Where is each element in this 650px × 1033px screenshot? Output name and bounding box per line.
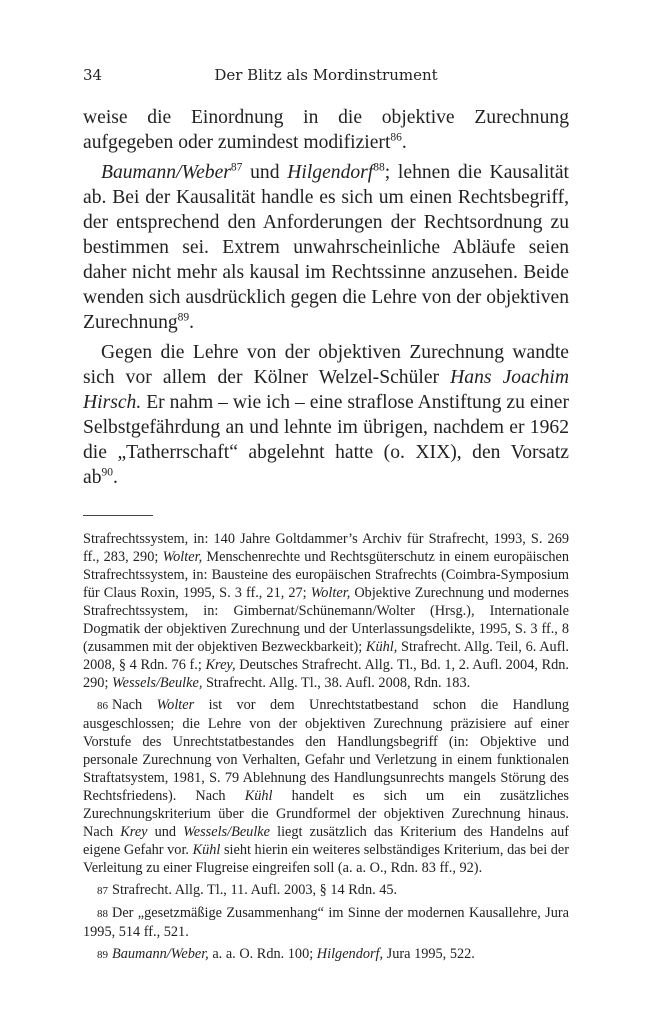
footnotes (83, 530, 569, 964)
footnote-86: 86 Nach Wolter ist vor dem Unrechtstatbestand schon die Handlung ausgeschlossen; die Lehre von der objektiven Zurechnung präzisiere auf einer Vorstufe des Unrechtstatbestandes den Handlungsbegriff (in: Objektive und personale Zurechnung von Verhalten, Gefahr und Verletzung in einem funktionalen Straftatsystem, 1981, S. 79 Ablehnung des Handlungsunrechts mangels Störung des Rechtsfriedens). Nach Kühl handelt es sich um ein zusätzliches Zurechnungskriterium über die Grundformel der objektiven Zurechnung hinaus. Nach Krey und Wessels/Beulke liegt zusätzlich das Kriterium des Handelns auf eigene Gefahr vor. Kühl sieht hierin ein weiteres selbständiges Kriterium, das bei der Verleitung zu einer Flugreise eingreifen soll (a. a. O., Rdn. 83 ff., 92). (83, 697, 569, 876)
running-title: Der Blitz als Mordinstrument (214, 66, 438, 84)
footnote-continuation: Strafrechtssystem, in: 140 Jahre Goltdammer’s Archiv für Strafrecht, 1993, S. 269 ff., 283, 290; Wolter, Menschenrechte und Rechtsgüterschutz in einem europäischen Strafrechtssystem, in: Bausteine des europäischen Strafrechts (Coimbra-Symposium für Claus Roxin, 1995, S. 3 ff., 21, 27; Wolter, Objektive Zurechnung und modernes Strafrechtssystem, in: Gimbernat/Schünemann/Wolter (Hrsg.), Internationale Dogmatik der objektiven Zurechnung und der Unterlassungsdelikte, 1995, S. 3 ff., 8 (zusammen mit der objektiven Bezweckbarkeit); Kühl, Strafrecht. Allg. Teil, 6. Aufl. 2008, § 4 Rdn. 76 f.; Krey, Deutsches Strafrecht. Allg. Tl., Bd. 1, 2. Aufl. 2004, Rdn. 290; Wessels/Beulke, Strafrecht. Allg. Tl., 38. Aufl. 2008, Rdn. 183. (83, 531, 570, 691)
footnote-divider (83, 515, 153, 516)
footnote-ref-90[interactable]: 90 (101, 466, 113, 479)
paragraph-1: weise die Einordnung in die objektive Zurechnung aufgegeben oder zumindest modifiziert$^{86}$. (83, 107, 569, 153)
footnote-ref-86[interactable]: 86 (390, 131, 402, 144)
author-name: Baumann/Weber (101, 162, 231, 183)
footnote-ref-89[interactable]: 89 (177, 311, 190, 324)
page-number: 34 (83, 66, 103, 84)
author-name: Hans Joachim Hirsch. (83, 367, 569, 413)
footnote-number: 89 (97, 949, 108, 961)
paragraph-3: Gegen die Lehre von der objektiven Zurechnung wandte sich vor allem der Kölner Welzel-Schüler Hans Joachim Hirsch. Er nahm – wie ich – eine straflose Anstiftung zu einer Selbstgefährdung an und lehnte im übrigen, nachdem er 1962 die „Tatherrschaft“ abgelehnt hatte (o. XIX), den Vorsatz ab$^{90}$. (83, 342, 569, 488)
footnote-87: 87 Strafrecht. Allg. Tl., 11. Aufl. 2003, § 14 Rdn. 45. (97, 882, 398, 898)
footnote-number: 88 (97, 908, 108, 920)
paragraph-2: Baumann/Weber$^{87}$ und Hilgendorf$^{88}$; lehnen die Kausalität ab. Bei der Kausalität handle es sich um einen Rechtsbegriff, der entsprechend den Anforderungen der Rechtsordnung zu bestimmen sei. Extrem unwahrscheinliche Abläufe seien daher nicht mehr als kausal im Rechtssinne anzusehen. Beide wenden sich ausdrücklich gegen die Lehre von der objektiven Zurechnung$^{89}$. (83, 161, 569, 333)
book-page (83, 66, 569, 964)
footnote-number: 86 (97, 700, 108, 712)
author-name: Hilgendorf (287, 162, 374, 183)
footnote-ref-87[interactable]: 87 (230, 161, 243, 174)
running-header (83, 66, 569, 90)
footnote-ref-88[interactable]: 88 (373, 161, 385, 174)
footnote-89: 89 Baumann/Weber, a. a. O. Rdn. 100; Hilgendorf, Jura 1995, 522. (97, 946, 475, 962)
main-text (83, 105, 569, 490)
footnote-number: 87 (97, 885, 108, 897)
footnote-88: 88 Der „gesetzmäßige Zusammenhang“ im Sinne der modernen Kausallehre, Jura 1995, 514 ff., 521. (83, 905, 569, 940)
